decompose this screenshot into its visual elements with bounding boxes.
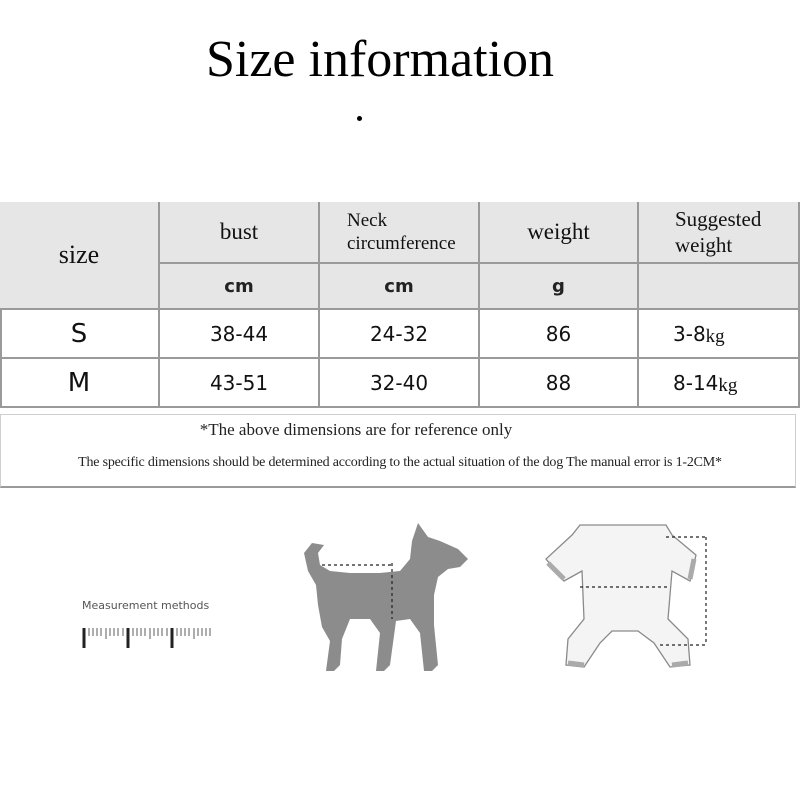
table-row-m-size (0, 359, 160, 408)
unit-suggested (639, 264, 800, 310)
unit-bust (160, 264, 320, 310)
table-row-m-suggested (639, 359, 800, 408)
unit-weight-label: g (552, 275, 565, 297)
row-weight-value: 86 (545, 321, 572, 346)
measurement-methods-label: Measurement methods (82, 599, 210, 612)
table-row-s-suggested (639, 310, 800, 359)
table-row-m-weight (480, 359, 639, 408)
row-suggested-value: 3-8 (673, 321, 706, 346)
header-neck (320, 202, 480, 264)
header-weight (480, 202, 639, 264)
table-row-s-weight (480, 310, 639, 359)
dog-silhouette-icon (300, 515, 480, 680)
unit-neck (320, 264, 480, 310)
row-size-label: S (70, 318, 88, 349)
header-neck-line1: Neck (347, 210, 388, 231)
row-bust-value: 38-44 (209, 321, 269, 346)
header-size (0, 202, 160, 310)
note-manual-error: The specific dimensions should be determined according to the actual situation of the dog The manual error is 1-2CM* (78, 455, 722, 470)
header-bust-label: bust (219, 219, 259, 244)
header-size-label: size (58, 240, 100, 269)
table-row-s-neck (320, 310, 480, 359)
row-size-label: M (67, 367, 91, 398)
unit-bust-label: cm (224, 275, 254, 297)
header-bust (160, 202, 320, 264)
decorative-dot (357, 116, 362, 121)
table-row-s-bust (160, 310, 320, 359)
dog-suit-outline-icon (540, 515, 720, 680)
table-row-m-bust (160, 359, 320, 408)
unit-neck-label: cm (384, 275, 414, 297)
unit-weight (480, 264, 639, 310)
row-neck-value: 32-40 (369, 370, 429, 395)
table-row-s-size (0, 310, 160, 359)
header-neck-line2: circumference (347, 233, 456, 254)
note-reference-only: *The above dimensions are for reference only (199, 420, 513, 439)
header-weight-label: weight (527, 219, 590, 244)
row-suggested-value: 8-14 (673, 370, 719, 395)
header-suggested-weight (639, 202, 800, 264)
row-neck-value: 24-32 (369, 321, 429, 346)
row-suggested-unit: kg (718, 374, 738, 396)
row-weight-value: 88 (545, 370, 572, 395)
table-row-m-neck (320, 359, 480, 408)
row-suggested-unit: kg (705, 325, 725, 347)
header-suggested-line1: Suggested (675, 207, 762, 231)
row-bust-value: 43-51 (209, 370, 269, 395)
ruler-icon (82, 622, 214, 650)
page-title: Size information (205, 31, 555, 88)
header-suggested-line2: weight (675, 233, 733, 257)
